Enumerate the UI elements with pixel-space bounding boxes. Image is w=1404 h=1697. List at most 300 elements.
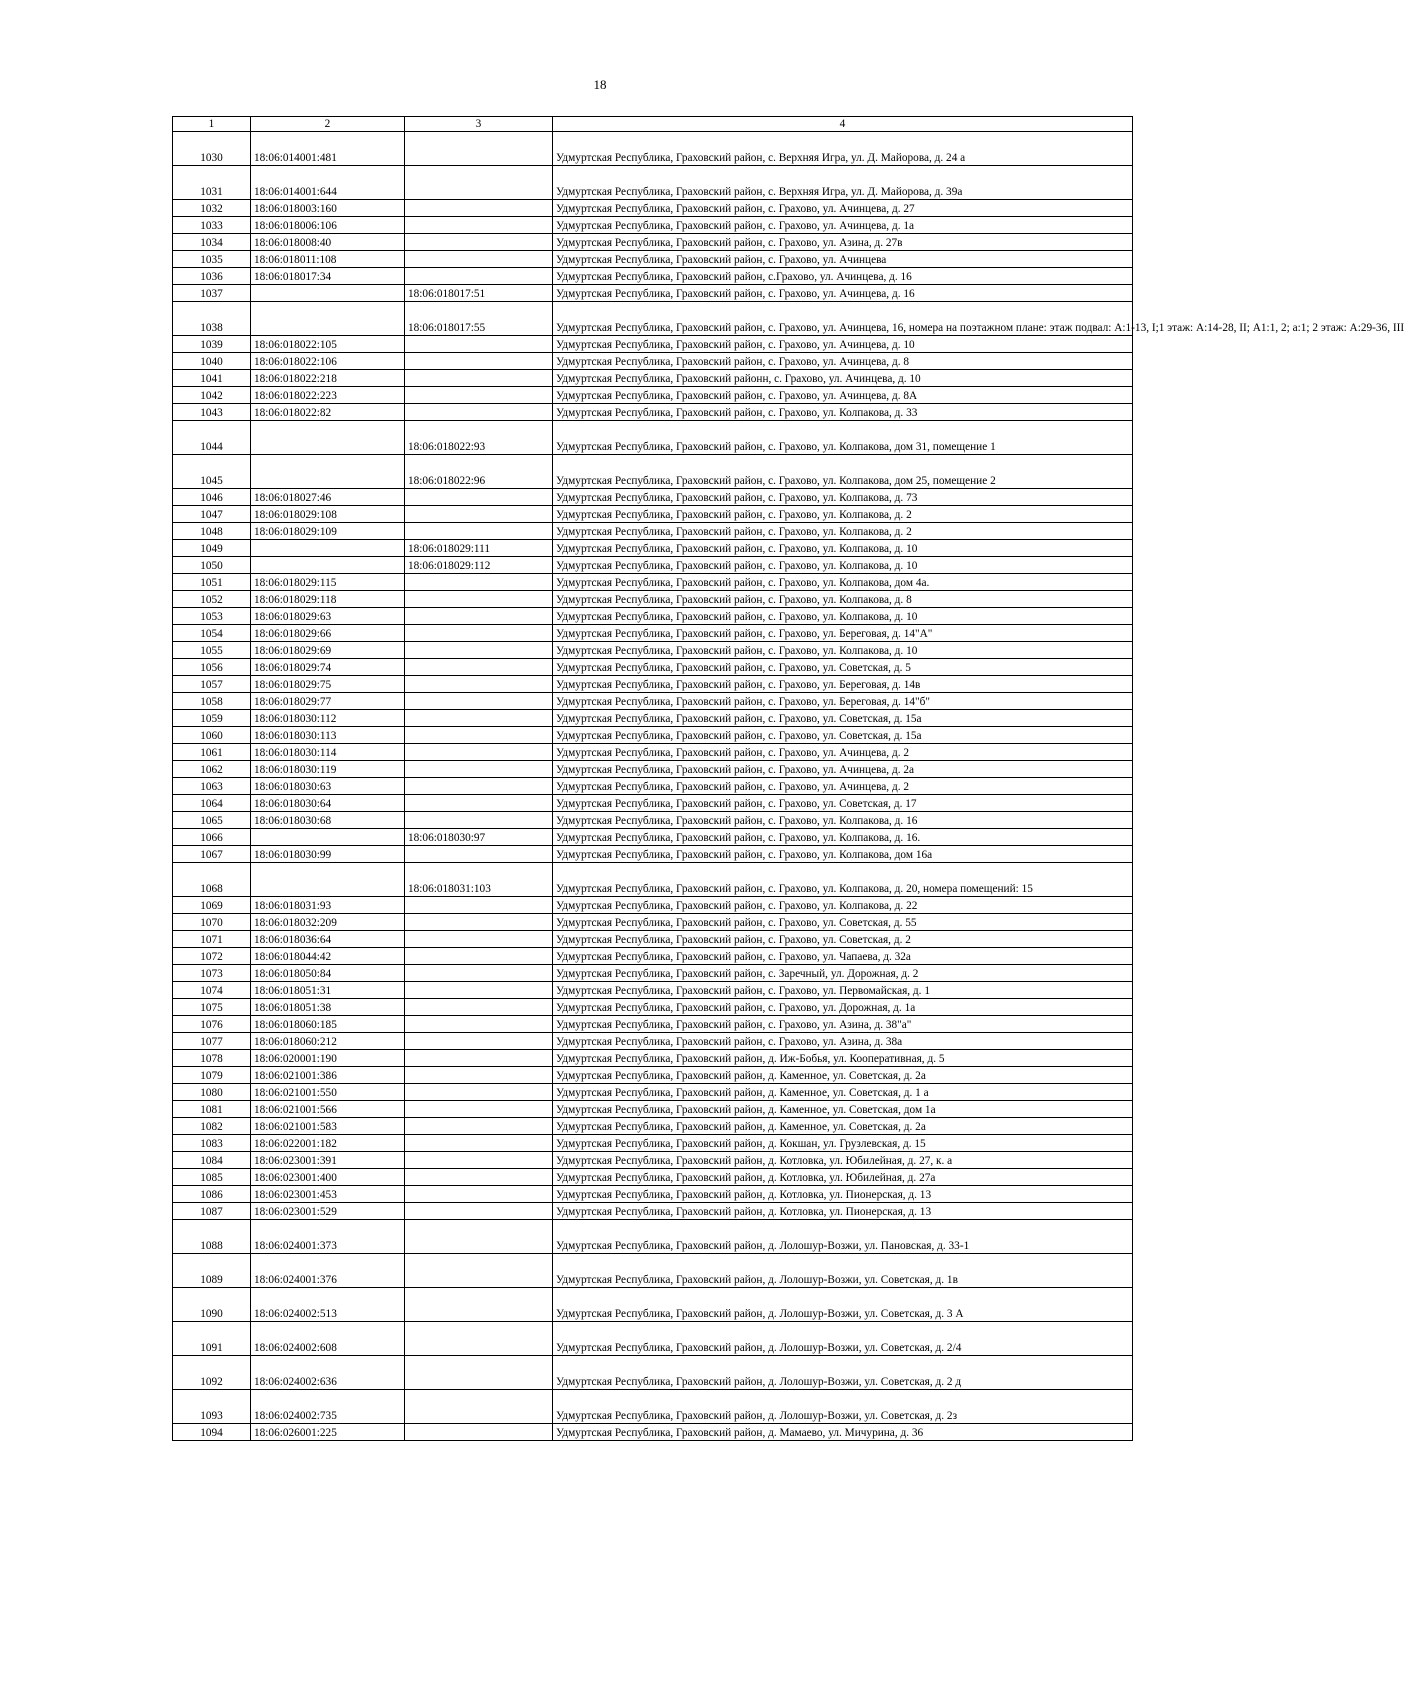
table-row — [173, 931, 1133, 948]
table-row — [173, 863, 1133, 897]
row-number-cell: 1031 — [173, 166, 251, 200]
building-cadastral-number-cell — [405, 965, 553, 982]
table-row — [173, 455, 1133, 489]
address-cell: Удмуртская Республика, Граховский район, д. Лолошур-Возжи, ул. Советская, д. 2 д — [553, 1356, 1133, 1390]
address-cell: Удмуртская Республика, Граховский район, д. Лолошур-Возжи, ул. Пановская, д. 33-1 — [553, 1220, 1133, 1254]
address-cell: Удмуртская Республика, Граховский район, д. Лолошур-Возжи, ул. Советская, д. 2з — [553, 1390, 1133, 1424]
building-cadastral-number-cell — [405, 795, 553, 812]
table-row — [173, 761, 1133, 778]
address-cell: Удмуртская Республика, Граховский район, с. Грахово, ул. Ачинцева — [553, 251, 1133, 268]
address-cell: Удмуртская Республика, Граховский район, с. Грахово, ул. Советская, д. 15а — [553, 727, 1133, 744]
table-row — [173, 1254, 1133, 1288]
address-cell: Удмуртская Республика, Граховский район, с. Грахово, ул. Колпакова, д. 22 — [553, 897, 1133, 914]
address-cell: Удмуртская Республика, Граховский район, с.Грахово, ул. Ачинцева, д. 16 — [553, 268, 1133, 285]
building-cadastral-number-cell: 18:06:018022:93 — [405, 421, 553, 455]
table-row — [173, 608, 1133, 625]
row-number-cell: 1061 — [173, 744, 251, 761]
building-cadastral-number-cell — [405, 404, 553, 421]
row-number-cell: 1032 — [173, 200, 251, 217]
building-cadastral-number-cell — [405, 353, 553, 370]
building-cadastral-number-cell: 18:06:018017:55 — [405, 302, 553, 336]
row-number-cell: 1073 — [173, 965, 251, 982]
cadastral-number-cell: 18:06:023001:400 — [251, 1169, 405, 1186]
building-cadastral-number-cell — [405, 761, 553, 778]
cadastral-number-cell: 18:06:018011:108 — [251, 251, 405, 268]
building-cadastral-number-cell — [405, 744, 553, 761]
cadastral-number-cell: 18:06:020001:190 — [251, 1050, 405, 1067]
row-number-cell: 1092 — [173, 1356, 251, 1390]
table-row — [173, 710, 1133, 727]
building-cadastral-number-cell: 18:06:018017:51 — [405, 285, 553, 302]
address-cell: Удмуртская Республика, Граховский район, с. Грахово, ул. Ачинцева, д. 8А — [553, 387, 1133, 404]
cadastral-number-cell — [251, 829, 405, 846]
address-cell: Удмуртская Республика, Граховский район, д. Лолошур-Возжи, ул. Советская, д. 3 А — [553, 1288, 1133, 1322]
table-row — [173, 302, 1133, 336]
cadastral-number-cell: 18:06:018029:75 — [251, 676, 405, 693]
table-row — [173, 166, 1133, 200]
building-cadastral-number-cell: 18:06:018029:112 — [405, 557, 553, 574]
row-number-cell: 1046 — [173, 489, 251, 506]
table-row — [173, 812, 1133, 829]
cadastral-number-cell: 18:06:018051:31 — [251, 982, 405, 999]
building-cadastral-number-cell — [405, 1118, 553, 1135]
row-number-cell: 1087 — [173, 1203, 251, 1220]
address-cell: Удмуртская Республика, Граховский район, д. Кокшан, ул. Грузлевская, д. 15 — [553, 1135, 1133, 1152]
table-row — [173, 897, 1133, 914]
address-cell: Удмуртская Республика, Граховский район, с. Грахово, ул. Колпакова, д. 10 — [553, 608, 1133, 625]
table-row — [173, 1390, 1133, 1424]
address-cell: Удмуртская Республика, Граховский район, с. Грахово, ул. Ачинцева, д. 1а — [553, 217, 1133, 234]
row-number-cell: 1053 — [173, 608, 251, 625]
building-cadastral-number-cell — [405, 1169, 553, 1186]
row-number-cell: 1054 — [173, 625, 251, 642]
row-number-cell: 1051 — [173, 574, 251, 591]
building-cadastral-number-cell — [405, 336, 553, 353]
address-cell: Удмуртская Республика, Граховский районн, с. Грахово, ул. Ачинцева, д. 10 — [553, 370, 1133, 387]
table-row — [173, 268, 1133, 285]
building-cadastral-number-cell — [405, 251, 553, 268]
cadastral-number-cell: 18:06:018030:114 — [251, 744, 405, 761]
table-row — [173, 1356, 1133, 1390]
row-number-cell: 1093 — [173, 1390, 251, 1424]
table-row — [173, 642, 1133, 659]
building-cadastral-number-cell — [405, 948, 553, 965]
cadastral-number-cell: 18:06:023001:391 — [251, 1152, 405, 1169]
table-row — [173, 370, 1133, 387]
cadastral-number-cell: 18:06:024001:373 — [251, 1220, 405, 1254]
row-number-cell: 1058 — [173, 693, 251, 710]
cadastral-number-cell — [251, 421, 405, 455]
cadastral-number-cell: 18:06:018032:209 — [251, 914, 405, 931]
building-cadastral-number-cell — [405, 642, 553, 659]
table-header-row — [173, 117, 1133, 132]
table-row — [173, 1152, 1133, 1169]
row-number-cell: 1078 — [173, 1050, 251, 1067]
table-row — [173, 1424, 1133, 1441]
table-row — [173, 744, 1133, 761]
address-cell: Удмуртская Республика, Граховский район, с. Грахово, ул. Советская, д. 55 — [553, 914, 1133, 931]
address-cell: Удмуртская Республика, Граховский район, с. Грахово, ул. Береговая, д. 14"б" — [553, 693, 1133, 710]
table-row — [173, 625, 1133, 642]
cadastral-number-cell: 18:06:018029:63 — [251, 608, 405, 625]
building-cadastral-number-cell — [405, 897, 553, 914]
cadastral-number-cell: 18:06:024002:735 — [251, 1390, 405, 1424]
table-row — [173, 1322, 1133, 1356]
building-cadastral-number-cell — [405, 778, 553, 795]
row-number-cell: 1080 — [173, 1084, 251, 1101]
row-number-cell: 1049 — [173, 540, 251, 557]
cadastral-number-cell — [251, 863, 405, 897]
building-cadastral-number-cell — [405, 1288, 553, 1322]
building-cadastral-number-cell — [405, 1254, 553, 1288]
cadastral-number-cell: 18:06:014001:644 — [251, 166, 405, 200]
cadastral-number-cell — [251, 455, 405, 489]
table-row — [173, 1135, 1133, 1152]
column-header-4: 4 — [553, 117, 1133, 132]
row-number-cell: 1079 — [173, 1067, 251, 1084]
cadastral-number-cell: 18:06:022001:182 — [251, 1135, 405, 1152]
cadastral-number-cell: 18:06:024002:513 — [251, 1288, 405, 1322]
table-row — [173, 421, 1133, 455]
column-header-3: 3 — [405, 117, 553, 132]
table-row — [173, 217, 1133, 234]
address-cell: Удмуртская Республика, Граховский район, с. Грахово, ул. Колпакова, дом 31, помещение 1 — [553, 421, 1133, 455]
building-cadastral-number-cell: 18:06:018031:103 — [405, 863, 553, 897]
address-cell: Удмуртская Республика, Граховский район, д. Каменное, ул. Советская, д. 2а — [553, 1067, 1133, 1084]
address-cell: Удмуртская Республика, Граховский район, с. Грахово, ул. Ачинцева, д. 27 — [553, 200, 1133, 217]
page-number: 18 — [593, 77, 607, 92]
row-number-cell: 1075 — [173, 999, 251, 1016]
row-number-cell: 1045 — [173, 455, 251, 489]
cadastral-number-cell: 18:06:023001:453 — [251, 1186, 405, 1203]
address-cell: Удмуртская Республика, Граховский район, с. Грахово, ул. Ачинцева, д. 2 — [553, 744, 1133, 761]
cadastral-number-cell: 18:06:018044:42 — [251, 948, 405, 965]
cadastral-number-cell: 18:06:018036:64 — [251, 931, 405, 948]
cadastral-number-cell: 18:06:018030:119 — [251, 761, 405, 778]
address-cell: Удмуртская Республика, Граховский район, с. Заречный, ул. Дорожная, д. 2 — [553, 965, 1133, 982]
cadastral-number-cell: 18:06:021001:566 — [251, 1101, 405, 1118]
table-row — [173, 1067, 1133, 1084]
building-cadastral-number-cell — [405, 1050, 553, 1067]
cadastral-number-cell: 18:06:018022:223 — [251, 387, 405, 404]
row-number-cell: 1039 — [173, 336, 251, 353]
address-cell: Удмуртская Республика, Граховский район, с. Грахово, ул. Колпакова, д. 16 — [553, 812, 1133, 829]
cadastral-number-cell: 18:06:018030:63 — [251, 778, 405, 795]
cadastral-number-cell: 18:06:026001:225 — [251, 1424, 405, 1441]
row-number-cell: 1033 — [173, 217, 251, 234]
cadastral-number-cell: 18:06:018029:108 — [251, 506, 405, 523]
table-row — [173, 727, 1133, 744]
cadastral-number-cell: 18:06:018030:68 — [251, 812, 405, 829]
row-number-cell: 1068 — [173, 863, 251, 897]
row-number-cell: 1041 — [173, 370, 251, 387]
cadastral-number-cell: 18:06:021001:386 — [251, 1067, 405, 1084]
row-number-cell: 1094 — [173, 1424, 251, 1441]
address-cell: Удмуртская Республика, Граховский район, с. Грахово, ул. Колпакова, дом 4а. — [553, 574, 1133, 591]
cadastral-number-cell: 18:06:018029:118 — [251, 591, 405, 608]
row-number-cell: 1030 — [173, 132, 251, 166]
table-row — [173, 965, 1133, 982]
row-number-cell: 1063 — [173, 778, 251, 795]
building-cadastral-number-cell — [405, 268, 553, 285]
address-cell: Удмуртская Республика, Граховский район, с. Грахово, ул. Колпакова, д. 2 — [553, 506, 1133, 523]
building-cadastral-number-cell — [405, 1152, 553, 1169]
row-number-cell: 1047 — [173, 506, 251, 523]
row-number-cell: 1065 — [173, 812, 251, 829]
cadastral-number-cell: 18:06:024001:376 — [251, 1254, 405, 1288]
building-cadastral-number-cell — [405, 659, 553, 676]
cadastral-number-cell: 18:06:018060:185 — [251, 1016, 405, 1033]
address-cell: Удмуртская Республика, Граховский район, с. Грахово, ул. Азина, д. 27в — [553, 234, 1133, 251]
building-cadastral-number-cell — [405, 1033, 553, 1050]
building-cadastral-number-cell — [405, 625, 553, 642]
table-row — [173, 829, 1133, 846]
table-row — [173, 659, 1133, 676]
address-cell: Удмуртская Республика, Граховский район, д. Каменное, ул. Советская, д. 1 а — [553, 1084, 1133, 1101]
building-cadastral-number-cell — [405, 1101, 553, 1118]
building-cadastral-number-cell — [405, 370, 553, 387]
table-row — [173, 1033, 1133, 1050]
address-cell: Удмуртская Республика, Граховский район, с. Грахово, ул. Ачинцева, д. 2 — [553, 778, 1133, 795]
table-row — [173, 540, 1133, 557]
address-cell: Удмуртская Республика, Граховский район, с. Верхняя Игра, ул. Д. Майорова, д. 39а — [553, 166, 1133, 200]
column-header-2: 2 — [251, 117, 405, 132]
row-number-cell: 1055 — [173, 642, 251, 659]
building-cadastral-number-cell — [405, 166, 553, 200]
cadastral-number-cell: 18:06:018003:160 — [251, 200, 405, 217]
building-cadastral-number-cell — [405, 1390, 553, 1424]
table-row — [173, 914, 1133, 931]
address-cell: Удмуртская Республика, Граховский район, д. Каменное, ул. Советская, дом 1а — [553, 1101, 1133, 1118]
cadastral-number-cell: 18:06:018030:64 — [251, 795, 405, 812]
row-number-cell: 1085 — [173, 1169, 251, 1186]
cadastral-number-cell: 18:06:018022:106 — [251, 353, 405, 370]
table-row — [173, 778, 1133, 795]
table-row — [173, 285, 1133, 302]
table-row — [173, 676, 1133, 693]
cadastral-number-cell: 18:06:018017:34 — [251, 268, 405, 285]
table-row — [173, 557, 1133, 574]
row-number-cell: 1084 — [173, 1152, 251, 1169]
building-cadastral-number-cell — [405, 710, 553, 727]
row-number-cell: 1060 — [173, 727, 251, 744]
row-number-cell: 1069 — [173, 897, 251, 914]
address-cell: Удмуртская Республика, Граховский район, с. Грахово, ул. Дорожная, д. 1а — [553, 999, 1133, 1016]
cadastral-number-cell: 18:06:018031:93 — [251, 897, 405, 914]
row-number-cell: 1072 — [173, 948, 251, 965]
cadastral-number-cell: 18:06:021001:583 — [251, 1118, 405, 1135]
table-row — [173, 982, 1133, 999]
cadastral-number-cell: 18:06:014001:481 — [251, 132, 405, 166]
building-cadastral-number-cell — [405, 846, 553, 863]
row-number-cell: 1070 — [173, 914, 251, 931]
table-row — [173, 1118, 1133, 1135]
address-cell: Удмуртская Республика, Граховский район, с. Грахово, ул. Колпакова, дом 25, помещение 2 — [553, 455, 1133, 489]
address-cell: Удмуртская Республика, Граховский район, с. Грахово, ул. Колпакова, д. 8 — [553, 591, 1133, 608]
cadastral-number-cell: 18:06:018022:105 — [251, 336, 405, 353]
address-cell: Удмуртская Республика, Граховский район, д. Котловка, ул. Юбилейная, д. 27, к. а — [553, 1152, 1133, 1169]
building-cadastral-number-cell — [405, 387, 553, 404]
row-number-cell: 1064 — [173, 795, 251, 812]
table-row — [173, 574, 1133, 591]
cadastral-number-cell: 18:06:018029:77 — [251, 693, 405, 710]
table-row — [173, 404, 1133, 421]
table-row — [173, 693, 1133, 710]
row-number-cell: 1071 — [173, 931, 251, 948]
address-cell: Удмуртская Республика, Граховский район, с. Грахово, ул. Колпакова, д. 10 — [553, 540, 1133, 557]
cadastral-number-cell: 18:06:018029:109 — [251, 523, 405, 540]
table-row — [173, 999, 1133, 1016]
address-cell: Удмуртская Республика, Граховский район, д. Лолошур-Возжи, ул. Советская, д. 1в — [553, 1254, 1133, 1288]
row-number-cell: 1057 — [173, 676, 251, 693]
row-number-cell: 1082 — [173, 1118, 251, 1135]
row-number-cell: 1056 — [173, 659, 251, 676]
cadastral-number-cell: 18:06:018029:66 — [251, 625, 405, 642]
row-number-cell: 1074 — [173, 982, 251, 999]
row-number-cell: 1038 — [173, 302, 251, 336]
address-cell: Удмуртская Республика, Граховский район, с. Грахово, ул. Азина, д. 38а — [553, 1033, 1133, 1050]
table-body — [173, 132, 1404, 1441]
cadastral-number-cell: 18:06:024002:636 — [251, 1356, 405, 1390]
address-cell: Удмуртская Республика, Граховский район, с. Грахово, ул. Советская, д. 5 — [553, 659, 1133, 676]
row-number-cell: 1083 — [173, 1135, 251, 1152]
table-row — [173, 506, 1133, 523]
cadastral-number-cell — [251, 557, 405, 574]
cadastral-number-cell — [251, 302, 405, 336]
table-row — [173, 132, 1133, 166]
address-cell: Удмуртская Республика, Граховский район, с. Грахово, ул. Советская, д. 2 — [553, 931, 1133, 948]
address-cell: Удмуртская Республика, Граховский район, с. Грахово, ул. Колпакова, д. 16. — [553, 829, 1133, 846]
building-cadastral-number-cell — [405, 506, 553, 523]
row-number-cell: 1059 — [173, 710, 251, 727]
row-number-cell: 1035 — [173, 251, 251, 268]
address-cell: Удмуртская Республика, Граховский район, д. Иж-Бобья, ул. Кооперативная, д. 5 — [553, 1050, 1133, 1067]
cadastral-number-cell: 18:06:018008:40 — [251, 234, 405, 251]
building-cadastral-number-cell — [405, 234, 553, 251]
building-cadastral-number-cell — [405, 1016, 553, 1033]
address-cell: Удмуртская Республика, Граховский район, с. Грахово, ул. Советская, д. 17 — [553, 795, 1133, 812]
table-row — [173, 795, 1133, 812]
row-number-cell: 1050 — [173, 557, 251, 574]
table-row — [173, 489, 1133, 506]
row-number-cell: 1040 — [173, 353, 251, 370]
table-row — [173, 353, 1133, 370]
building-cadastral-number-cell — [405, 931, 553, 948]
table-row — [173, 1101, 1133, 1118]
address-cell: Удмуртская Республика, Граховский район, с. Грахово, ул. Колпакова, д. 73 — [553, 489, 1133, 506]
building-cadastral-number-cell: 18:06:018030:97 — [405, 829, 553, 846]
cadastral-number-cell: 18:06:018022:218 — [251, 370, 405, 387]
table-row — [173, 387, 1133, 404]
building-cadastral-number-cell — [405, 1220, 553, 1254]
row-number-cell: 1089 — [173, 1254, 251, 1288]
cadastral-number-cell — [251, 285, 405, 302]
building-cadastral-number-cell — [405, 489, 553, 506]
address-cell: Удмуртская Республика, Граховский район, с. Грахово, ул. Береговая, д. 14"А" — [553, 625, 1133, 642]
building-cadastral-number-cell — [405, 574, 553, 591]
building-cadastral-number-cell — [405, 1356, 553, 1390]
cadastral-number-cell: 18:06:024002:608 — [251, 1322, 405, 1356]
building-cadastral-number-cell — [405, 727, 553, 744]
building-cadastral-number-cell: 18:06:018022:96 — [405, 455, 553, 489]
address-cell: Удмуртская Республика, Граховский район, с. Грахово, ул. Ачинцева, д. 8 — [553, 353, 1133, 370]
table-row — [173, 1084, 1133, 1101]
address-cell: Удмуртская Республика, Граховский район, с. Грахово, ул. Ачинцева, 16, номера на поэтажном плане: этаж подвал: А:1-13, I;1 этаж: А:14-28, II; А1:1, 2; а:1; 2 этаж: А:29-36, III — [553, 302, 1133, 336]
address-cell: Удмуртская Республика, Граховский район, с. Грахово, ул. Колпакова, д. 20, номера помещений: 15 — [553, 863, 1133, 897]
cadastral-number-cell: 18:06:018060:212 — [251, 1033, 405, 1050]
address-cell: Удмуртская Республика, Граховский район, д. Мамаево, ул. Мичурина, д. 36 — [553, 1424, 1133, 1441]
address-cell: Удмуртская Республика, Граховский район, д. Котловка, ул. Пионерская, д. 13 — [553, 1186, 1133, 1203]
column-header-1: 1 — [173, 117, 251, 132]
row-number-cell: 1076 — [173, 1016, 251, 1033]
building-cadastral-number-cell — [405, 200, 553, 217]
building-cadastral-number-cell — [405, 1084, 553, 1101]
cadastral-number-cell: 18:06:018029:115 — [251, 574, 405, 591]
address-cell: Удмуртская Республика, Граховский район, с. Грахово, ул. Колпакова, д. 10 — [553, 557, 1133, 574]
row-number-cell: 1044 — [173, 421, 251, 455]
address-cell: Удмуртская Республика, Граховский район, с. Грахово, ул. Ачинцева, д. 16 — [553, 285, 1133, 302]
address-cell: Удмуртская Республика, Граховский район, с. Грахово, ул. Чапаева, д. 32а — [553, 948, 1133, 965]
cadastral-number-cell: 18:06:018050:84 — [251, 965, 405, 982]
address-cell: Удмуртская Республика, Граховский район, д. Каменное, ул. Советская, д. 2а — [553, 1118, 1133, 1135]
row-number-cell: 1077 — [173, 1033, 251, 1050]
cadastral-number-cell: 18:06:018027:46 — [251, 489, 405, 506]
row-number-cell: 1043 — [173, 404, 251, 421]
building-cadastral-number-cell — [405, 676, 553, 693]
address-cell: Удмуртская Республика, Граховский район, д. Котловка, ул. Юбилейная, д. 27а — [553, 1169, 1133, 1186]
row-number-cell: 1091 — [173, 1322, 251, 1356]
table-row — [173, 948, 1133, 965]
table-row — [173, 1050, 1133, 1067]
building-cadastral-number-cell — [405, 591, 553, 608]
table-row — [173, 200, 1133, 217]
row-number-cell: 1090 — [173, 1288, 251, 1322]
address-cell: Удмуртская Республика, Граховский район, с. Грахово, ул. Колпакова, д. 2 — [553, 523, 1133, 540]
building-cadastral-number-cell — [405, 217, 553, 234]
cadastral-number-cell: 18:06:018022:82 — [251, 404, 405, 421]
row-number-cell: 1067 — [173, 846, 251, 863]
address-cell: Удмуртская Республика, Граховский район, с. Грахово, ул. Береговая, д. 14в — [553, 676, 1133, 693]
building-cadastral-number-cell — [405, 1067, 553, 1084]
address-cell: Удмуртская Республика, Граховский район, с. Грахово, ул. Первомайская, д. 1 — [553, 982, 1133, 999]
cadastral-number-cell: 18:06:018029:74 — [251, 659, 405, 676]
address-cell: Удмуртская Республика, Граховский район, с. Грахово, ул. Ачинцева, д. 2а — [553, 761, 1133, 778]
address-cell: Удмуртская Республика, Граховский район, с. Грахово, ул. Ачинцева, д. 10 — [553, 336, 1133, 353]
table-row — [173, 591, 1133, 608]
address-cell: Удмуртская Республика, Граховский район, с. Грахово, ул. Колпакова, дом 16а — [553, 846, 1133, 863]
building-cadastral-number-cell — [405, 1424, 553, 1441]
address-cell: Удмуртская Республика, Граховский район, с. Грахово, ул. Колпакова, д. 10 — [553, 642, 1133, 659]
table-row — [173, 1220, 1133, 1254]
table-row — [173, 234, 1133, 251]
row-number-cell: 1088 — [173, 1220, 251, 1254]
address-cell: Удмуртская Республика, Граховский район, д. Лолошур-Возжи, ул. Советская, д. 2/4 — [553, 1322, 1133, 1356]
table-row — [173, 1186, 1133, 1203]
building-cadastral-number-cell — [405, 982, 553, 999]
cadastral-number-cell: 18:06:018051:38 — [251, 999, 405, 1016]
cadastral-number-cell: 18:06:018030:113 — [251, 727, 405, 744]
building-cadastral-number-cell — [405, 693, 553, 710]
table-row — [173, 336, 1133, 353]
address-cell: Удмуртская Республика, Граховский район, д. Котловка, ул. Пионерская, д. 13 — [553, 1203, 1133, 1220]
cadastral-number-cell: 18:06:021001:550 — [251, 1084, 405, 1101]
building-cadastral-number-cell — [405, 132, 553, 166]
building-cadastral-number-cell — [405, 523, 553, 540]
cadastral-number-cell: 18:06:018030:112 — [251, 710, 405, 727]
building-cadastral-number-cell — [405, 608, 553, 625]
row-number-cell: 1062 — [173, 761, 251, 778]
address-cell: Удмуртская Республика, Граховский район, с. Грахово, ул. Азина, д. 38"а" — [553, 1016, 1133, 1033]
